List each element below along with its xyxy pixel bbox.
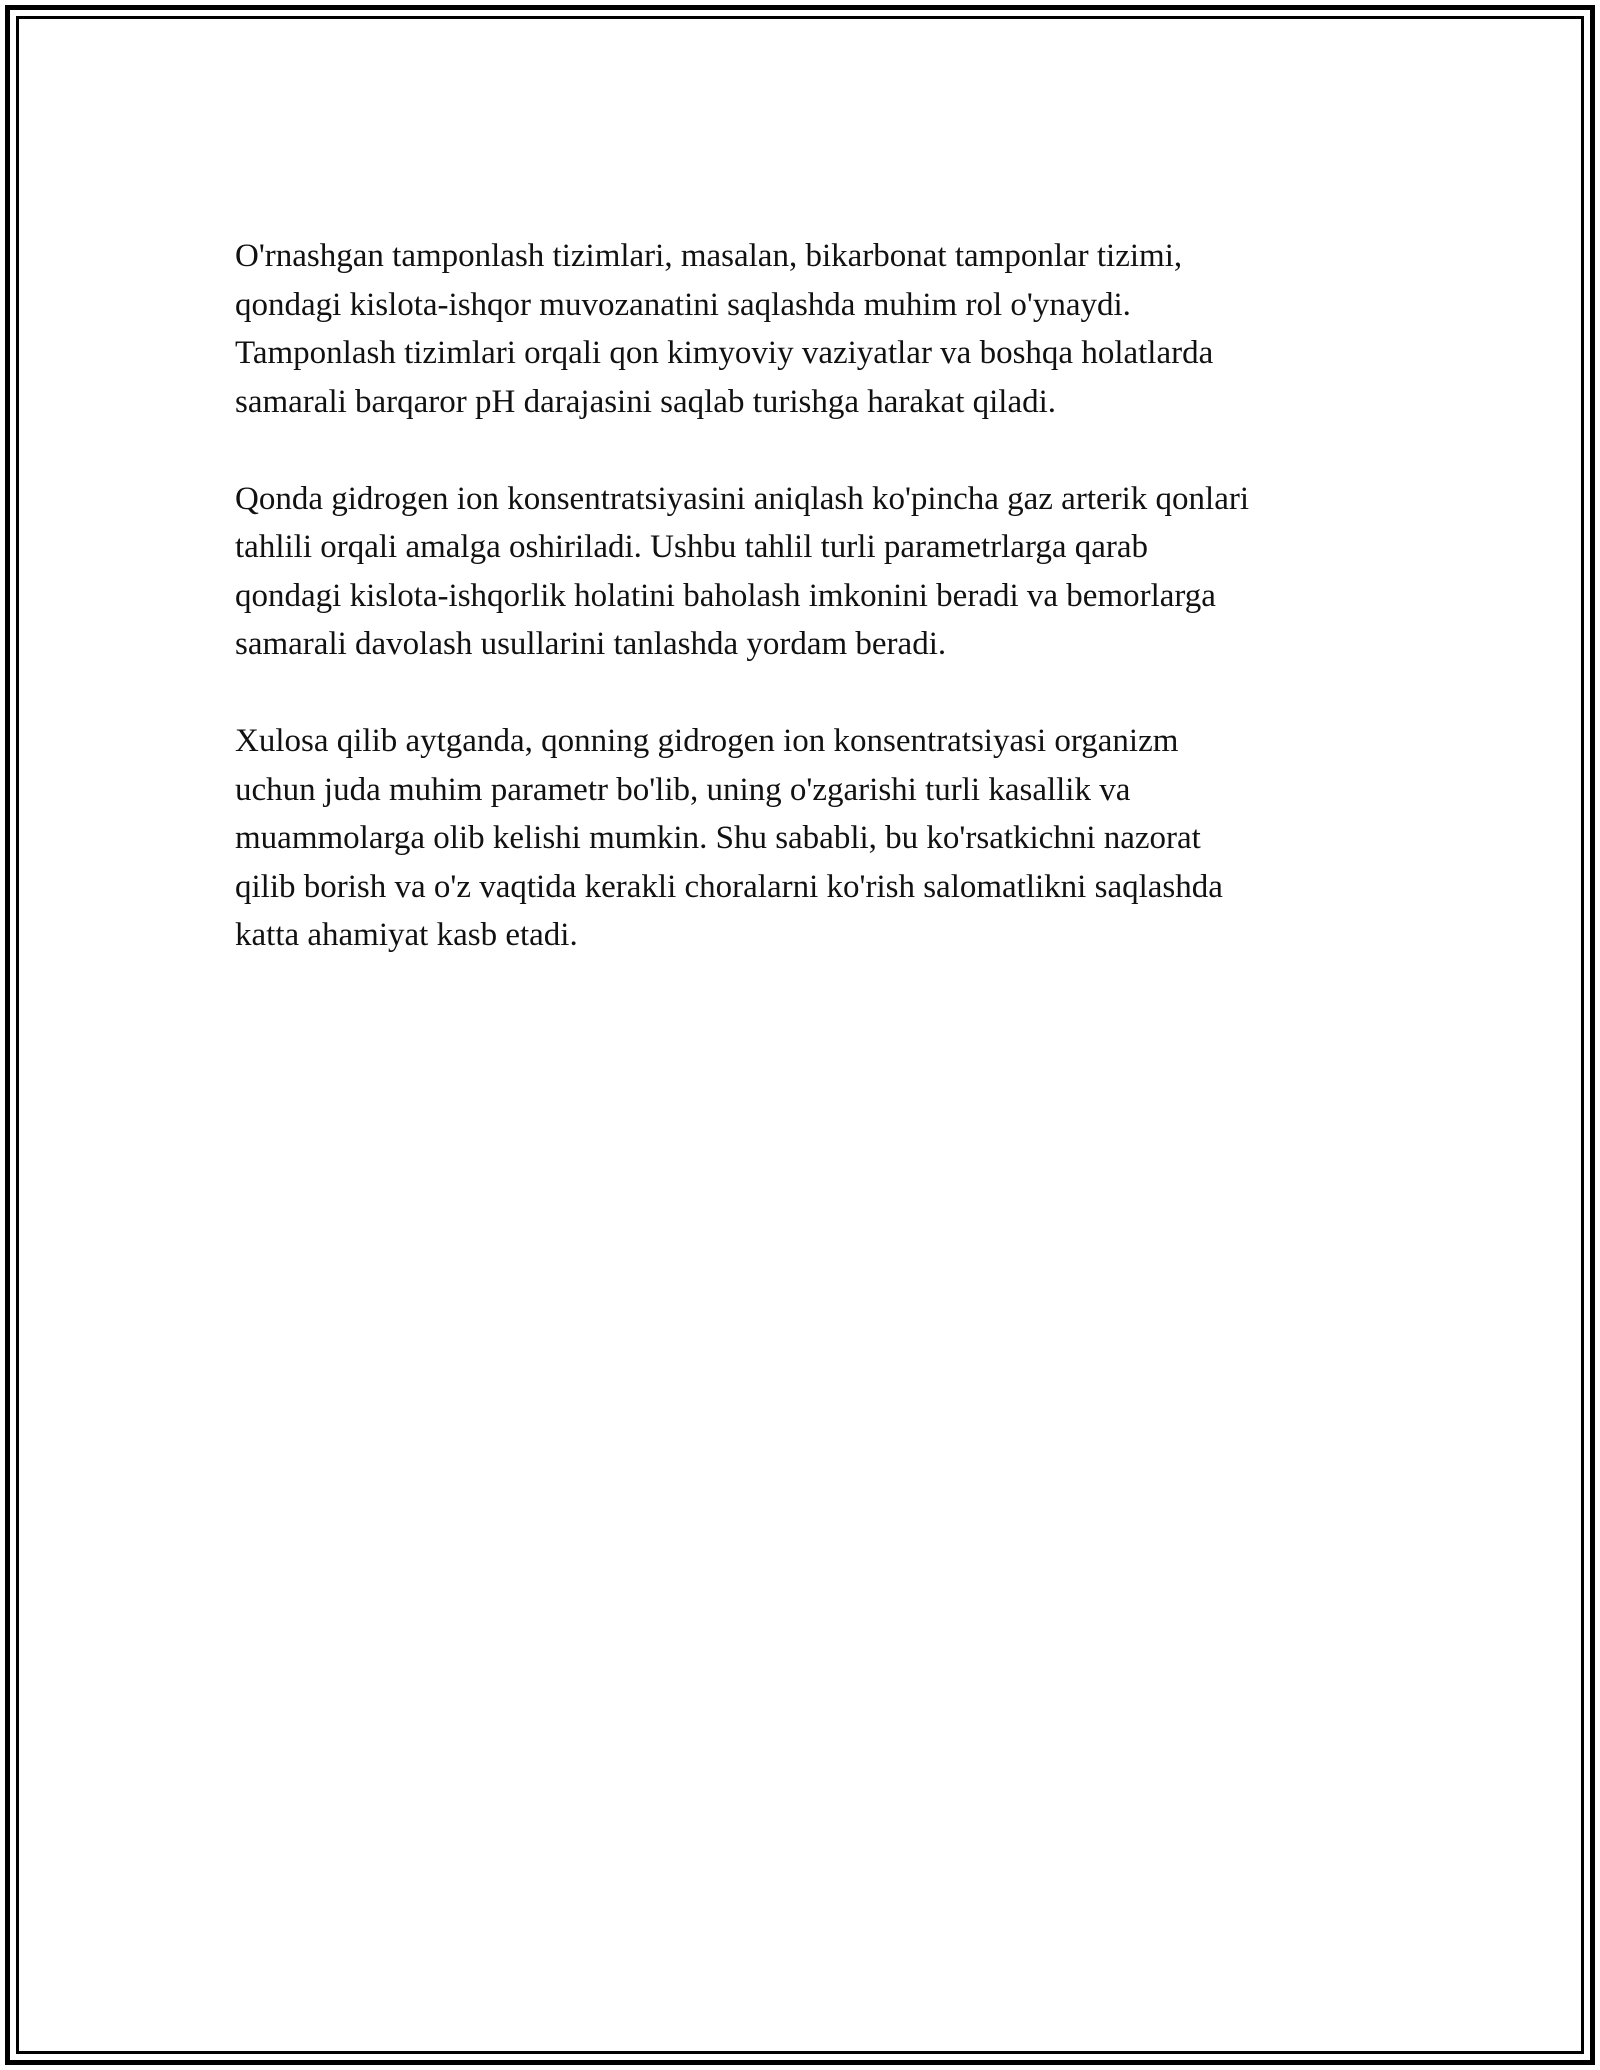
text-line: qondagi kislota-ishqor muvozanatini saqlashda muhim rol o'ynaydi.	[235, 286, 1131, 323]
document-body	[235, 232, 1395, 1008]
text-line: qilib borish va o'z vaqtida kerakli choralarni ko'rish salomatlikni saqlashda	[235, 868, 1223, 905]
text-line: muammolarga olib kelishi mumkin. Shu sababli, bu ko'rsatkichni nazorat	[235, 820, 1201, 856]
text-line: Tamponlash tizimlari orqali qon kimyoviy vaziyatlar va boshqa holatlarda	[235, 335, 1214, 371]
text-line: Qonda gidrogen ion konsentratsiyasini aniqlash ko'pincha gaz arterik qonlari	[235, 480, 1250, 517]
text-line: uchun juda muhim parametr bo'lib, uning o'zgarishi turli kasallik va	[235, 771, 1131, 808]
paragraph-1	[235, 232, 1395, 426]
text-line: O'rnashgan tamponlash tizimlari, masalan, bikarbonat tamponlar tizimi,	[235, 238, 1183, 274]
text-line: samarali davolash usullarini tanlashda yordam beradi.	[235, 626, 947, 662]
text-line: qondagi kislota-ishqorlik holatini baholash imkonini beradi va bemorlarga	[235, 577, 1216, 614]
text-line: Xulosa qilib aytganda, qonning gidrogen ion konsentratsiyasi organizm	[235, 723, 1179, 759]
text-line: tahlili orqali amalga oshiriladi. Ushbu tahlil turli parametrlarga qarab	[235, 529, 1149, 565]
paragraph-2	[235, 475, 1395, 669]
text-line: samarali barqaror pH darajasini saqlab turishga harakat qiladi.	[235, 383, 1057, 420]
text-line: katta ahamiyat kasb etadi.	[235, 917, 578, 953]
paragraph-3	[235, 717, 1395, 960]
